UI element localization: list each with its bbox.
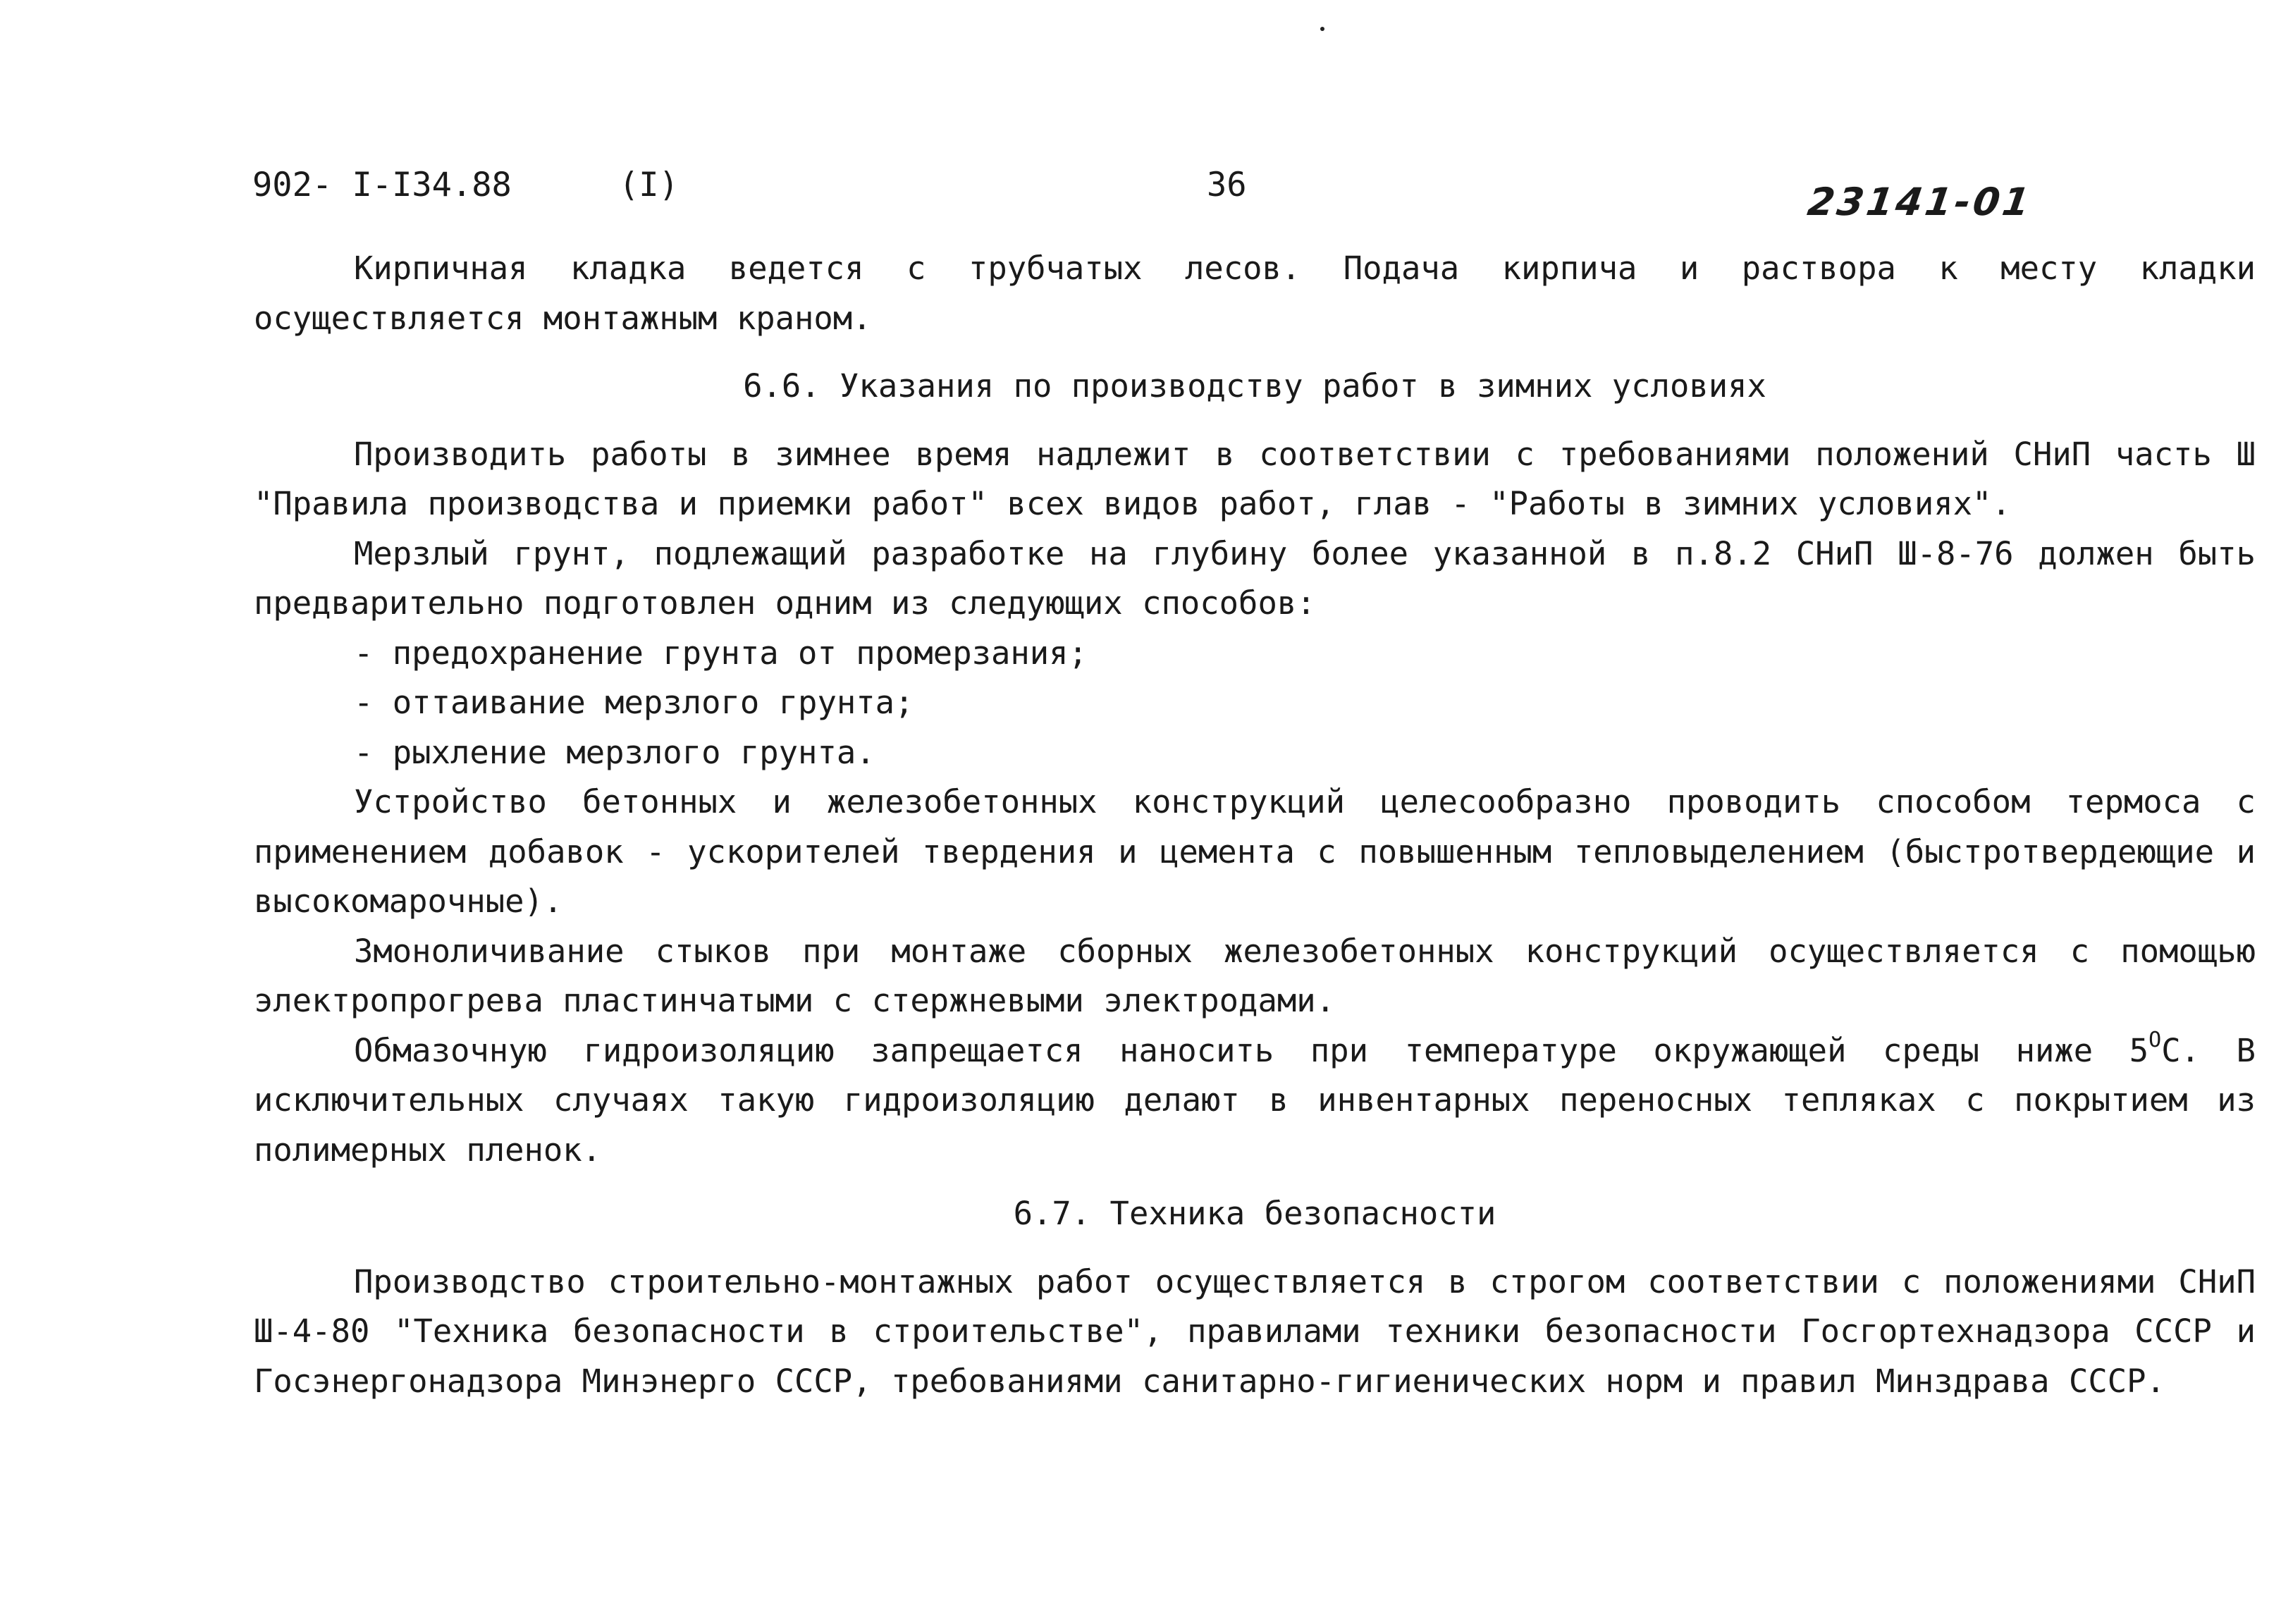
list-item: - предохранение грунта от промерзания; <box>354 634 1088 672</box>
paragraph-joints: Змоноличивание стыков при монтаже сборных железобетонных конструкций осуществляется с помощью электропрогрева пластинчатыми с стержневыми электродами. <box>254 932 2256 1019</box>
section-heading-6-6: 6.6. Указания по производству работ в зимних условиях <box>743 367 1766 405</box>
paragraph-winter-works: Производить работы в зимнее время надлежит в соответствии с требованиями положений СНиП часть Ш "Правила производства и приемки работ" всех видов работ, глав - "Работы в зимних условиях". <box>254 435 2256 522</box>
paragraph-brickwork: Кирпичная кладка ведется с трубчатых лесов. Подача кирпича и раствора к месту кладки осуществляется монтажным краном. <box>254 250 2256 337</box>
waterproofing-text-a: Обмазочную гидроизоляцию запрещается наносить при температуре окружающей среды ниже 5 <box>354 1031 2149 1069</box>
waterproofing-text-b: С. В исключительных случаях такую гидроизоляцию делают в инвентарных переносных тепляках с покрытием из полимерных пленок. <box>254 1031 2256 1169</box>
inventory-number: 23141-01 <box>1804 180 2035 224</box>
list-item: - оттаивание мерзлого грунта; <box>354 684 914 721</box>
scan-speck <box>1320 27 1324 31</box>
paragraph-concrete: Устройство бетонных и железобетонных конструкций целесообразно проводить способом термоса с применением добавок - ускорителей твердения и цемента с повышенным тепловыделением (быстротвердеющие и высокомарочные). <box>254 783 2256 920</box>
paragraph-safety: Производство строительно-монтажных работ осуществляется в строгом соответствии с положениями СНиП Ш-4-80 "Техника безопасности в строительстве", правилами техники безопасности Госгортехнадзора СССР и Госэнергонадзора Минэнерго СССР, требованиями санитарно-гигиенических норм и правил Минздрава СССР. <box>254 1262 2256 1400</box>
paragraph-waterproofing <box>254 1026 2256 1176</box>
section-heading-6-7: 6.7. Техника безопасности <box>1013 1195 1496 1232</box>
paragraph-frozen-soil: Мерзлый грунт, подлежащий разработке на глубину более указанной в п.8.2 СНиП Ш-8-76 должен быть предварительно подготовлен одним из следующих способов: <box>254 534 2256 622</box>
sheet-marker: (I) <box>619 166 679 204</box>
document-body <box>254 244 2256 1406</box>
degree-superscript: О <box>2148 1028 2162 1053</box>
page-number: 36 <box>1207 166 1247 204</box>
list-item: - рыхление мерзлого грунта. <box>354 733 875 771</box>
document-code: 902- I-I34.88 <box>252 166 512 204</box>
